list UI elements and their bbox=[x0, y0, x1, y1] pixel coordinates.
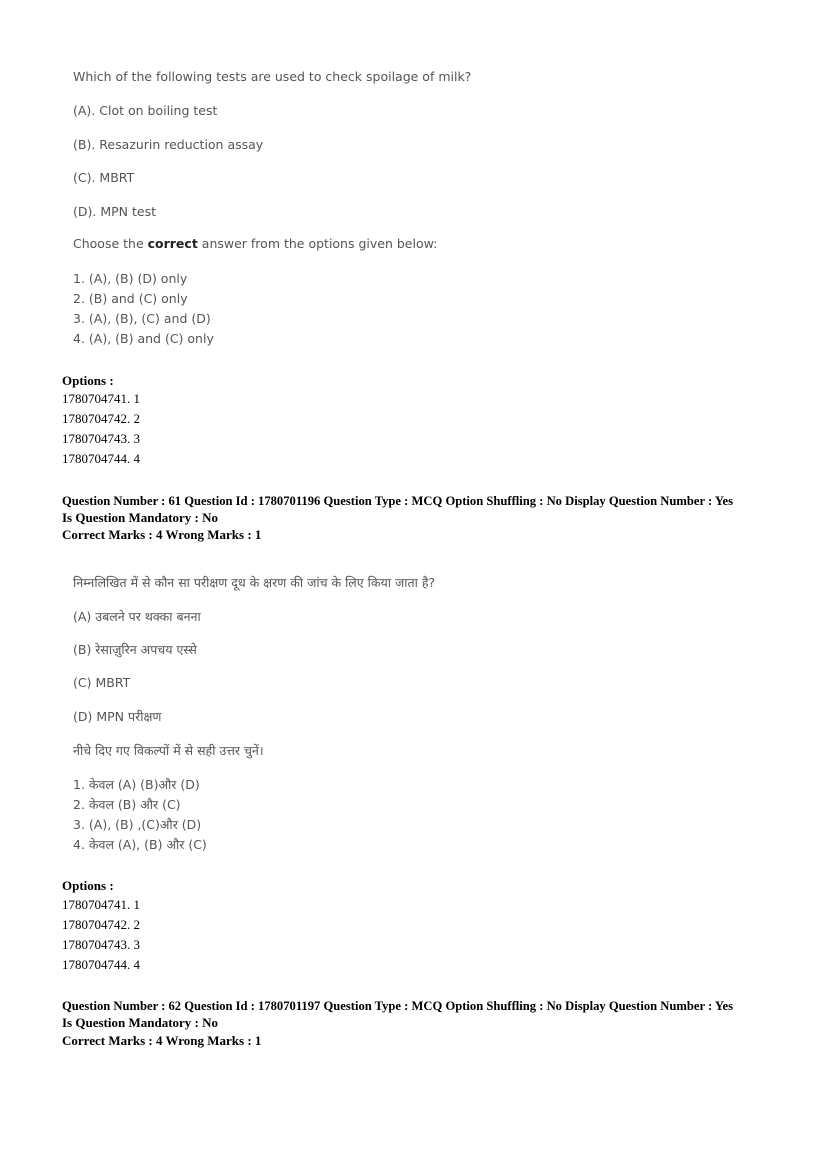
answer-choice-1: 1. (A), (B) (D) only bbox=[73, 271, 188, 286]
mandatory-line: Is Question Mandatory : No bbox=[62, 1015, 219, 1030]
answer-choice-3: 3. (A), (B), (C) and (D) bbox=[73, 311, 211, 326]
option-id: 1780704744. 4 bbox=[62, 451, 140, 466]
answer-choice-2: 2. (B) and (C) only bbox=[73, 291, 188, 306]
statement-d: (D) MPN परीक्षण bbox=[73, 709, 162, 724]
question-text: निम्नलिखित में से कौन सा परीक्षण दूध के क्षरण की जांच के लिए किया जाता है? bbox=[73, 575, 436, 590]
option-id: 1780704742. 2 bbox=[62, 917, 140, 932]
answer-choice-3: 3. (A), (B) ,(C)और (D) bbox=[73, 817, 202, 832]
question-header: Question Number : 61 Question Id : 1780701196 Question Type : MCQ Option Shuffling : No Display Question Number : Yes bbox=[62, 494, 734, 508]
marks-line: Correct Marks : 4 Wrong Marks : 1 bbox=[62, 1033, 262, 1048]
statement-d: (D). MPN test bbox=[73, 204, 156, 219]
choose-instruction: Choose the correct answer from the options given below: bbox=[73, 236, 438, 251]
statement-a: (A) उबलने पर थक्का बनना bbox=[73, 609, 201, 624]
statement-c: (C). MBRT bbox=[73, 170, 135, 185]
answer-choice-4: 4. (A), (B) and (C) only bbox=[73, 331, 214, 346]
mandatory-line: Is Question Mandatory : No bbox=[62, 510, 219, 525]
question-text: Which of the following tests are used to check spoilage of milk? bbox=[73, 69, 472, 84]
statement-b: (B). Resazurin reduction assay bbox=[73, 137, 264, 152]
choose-instruction: नीचे दिए गए विकल्पों में से सही उत्तर चुनें। bbox=[73, 743, 264, 758]
option-id: 1780704743. 3 bbox=[62, 937, 140, 952]
option-id: 1780704743. 3 bbox=[62, 431, 140, 446]
options-label: Options : bbox=[62, 373, 114, 388]
statement-c: (C) MBRT bbox=[73, 675, 131, 690]
answer-choice-2: 2. केवल (B) और (C) bbox=[73, 797, 181, 812]
statement-a: (A). Clot on boiling test bbox=[73, 103, 218, 118]
options-label: Options : bbox=[62, 878, 114, 893]
statement-b: (B) रेसाज़ुरिन अपचय एस्से bbox=[73, 642, 197, 657]
question-header: Question Number : 62 Question Id : 1780701197 Question Type : MCQ Option Shuffling : No Display Question Number : Yes bbox=[62, 999, 734, 1013]
option-id: 1780704741. 1 bbox=[62, 391, 140, 406]
answer-choice-1: 1. केवल (A) (B)और (D) bbox=[73, 777, 200, 792]
option-id: 1780704744. 4 bbox=[62, 957, 140, 972]
answer-choice-4: 4. केवल (A), (B) और (C) bbox=[73, 837, 207, 852]
option-id: 1780704741. 1 bbox=[62, 897, 140, 912]
marks-line: Correct Marks : 4 Wrong Marks : 1 bbox=[62, 527, 262, 542]
option-id: 1780704742. 2 bbox=[62, 411, 140, 426]
